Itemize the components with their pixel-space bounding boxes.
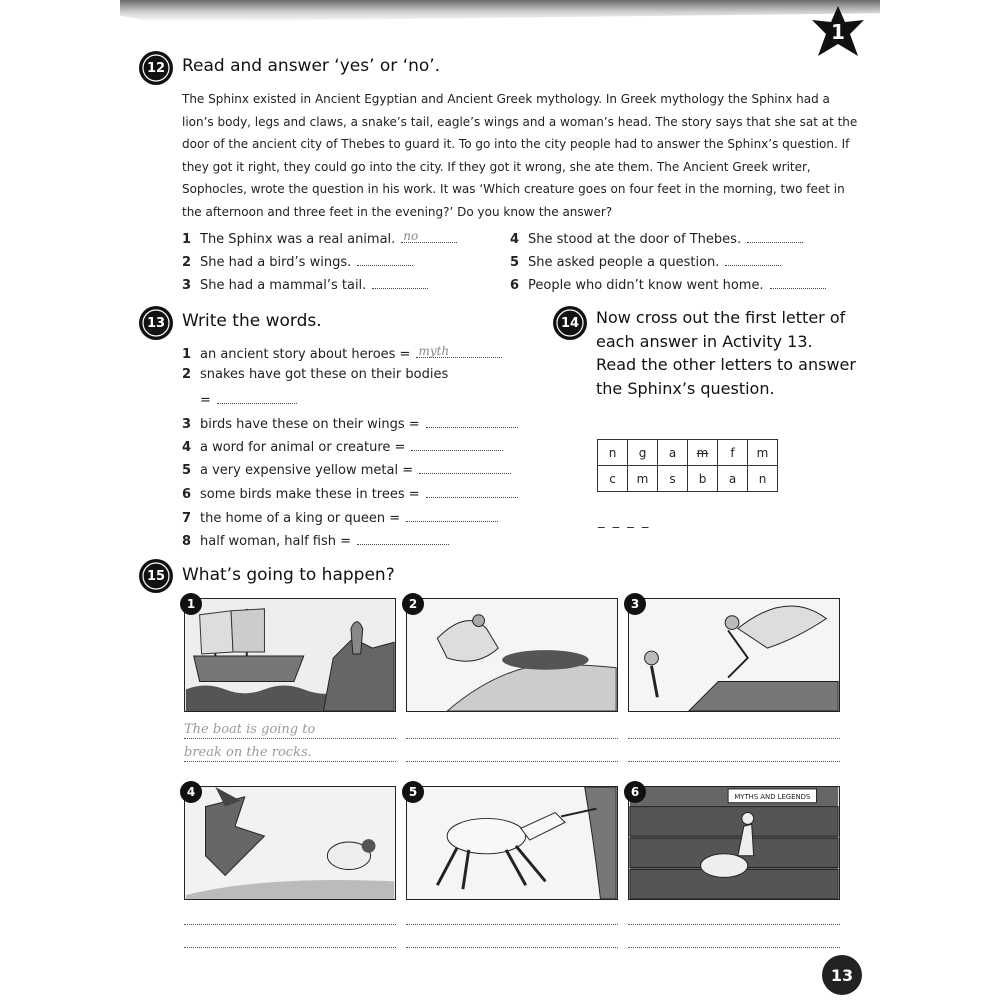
answer-blank[interactable] <box>747 229 803 243</box>
answer-blank[interactable] <box>357 531 449 545</box>
example-answer-line-2: break on the rocks. <box>184 745 312 760</box>
a12-question-2 <box>182 252 413 270</box>
picture-panel-3 <box>628 598 840 712</box>
dragon-and-sheep-illustration <box>185 787 395 899</box>
letter-cell[interactable]: m <box>628 466 658 492</box>
unit-badge <box>808 4 868 60</box>
a12-question-6 <box>510 275 826 293</box>
answer-blank[interactable] <box>217 390 297 404</box>
letter-cell[interactable]: s <box>658 466 688 492</box>
panel-1-number: 1 <box>180 593 202 615</box>
item-text: an ancient story about heroes = <box>200 347 411 362</box>
answer-line[interactable] <box>628 727 840 739</box>
item-number: 7 <box>182 511 192 526</box>
activity-14-title: Now cross out the first letter of each answer in Activity 13. Read the other letters to answer the Sphinx’s question. <box>596 308 856 398</box>
letter-cell[interactable]: a <box>718 466 748 492</box>
item-number: 2 <box>182 367 192 382</box>
question-number: 3 <box>182 278 192 293</box>
question-text: She asked people a question. <box>528 255 720 270</box>
activity-13-badge <box>136 303 176 343</box>
question-number: 6 <box>510 278 520 293</box>
unit-number: 1 <box>831 20 845 44</box>
question-text: The Sphinx was a real animal. <box>200 232 396 247</box>
letter-cell[interactable]: g <box>628 440 658 466</box>
answer-line[interactable] <box>406 913 618 925</box>
example-answer-line-1: The boat is going to <box>184 722 316 737</box>
question-text: She had a mammal’s tail. <box>200 278 367 293</box>
picture-panel-6 <box>628 786 840 900</box>
letter-cell[interactable]: m <box>748 440 778 466</box>
a13-item-2-line2 <box>200 390 297 408</box>
a13-item-6 <box>182 484 518 502</box>
activity-13-title: Write the words. <box>182 311 322 331</box>
picture-panel-5 <box>406 786 618 900</box>
activity-15-badge <box>136 556 176 596</box>
item-number: 6 <box>182 487 192 502</box>
a12-question-3 <box>182 275 428 293</box>
a13-item-2 <box>182 367 448 382</box>
panel-6-number: 6 <box>624 781 646 803</box>
header-banner <box>120 0 880 22</box>
question-text: She stood at the door of Thebes. <box>528 232 742 247</box>
answer-blank[interactable] <box>426 414 518 428</box>
picture-panel-2 <box>406 598 618 712</box>
item-number: 4 <box>182 440 192 455</box>
answer-text: no <box>403 229 419 243</box>
picture-panel-1 <box>184 598 396 712</box>
answer-blank[interactable] <box>725 252 781 266</box>
activity-14-badge <box>550 303 590 343</box>
item-number: 5 <box>182 463 192 478</box>
item-number: 8 <box>182 534 192 549</box>
letter-grid-row-2 <box>598 466 778 492</box>
letter-cell[interactable]: a <box>658 440 688 466</box>
bird-and-nest-illustration <box>407 599 617 711</box>
answer-blank[interactable] <box>426 484 518 498</box>
answer-blank[interactable] <box>401 229 457 243</box>
answer-line[interactable] <box>406 936 618 948</box>
library-centaur-illustration <box>629 787 839 899</box>
question-number: 5 <box>510 255 520 270</box>
answer-line[interactable] <box>406 727 618 739</box>
a13-item-8 <box>182 531 449 549</box>
answer-text: myth <box>418 344 450 358</box>
question-number: 1 <box>182 232 192 247</box>
ship-on-rocks-illustration <box>185 599 395 711</box>
sphinx-paragraph: The Sphinx existed in Ancient Egyptian and Ancient Greek mythology. In Greek mythology the Sphinx had a lion’s body, legs and claws, a snake’s tail, eagle’s wings and a woman’s head. The story says that she sat at the door of the ancient city of Thebes to guard it. To go into the city people had to answer the Sphinx’s question. If they got it right, they could go into the city. If they got it wrong, she ate them. The Ancient Greek writer, Sophocles, wrote the question in his work. It was ‘Which creature goes on four feet in the morning, two feet in the afternoon and three feet in the evening?’ Do you know the answer? <box>182 92 858 219</box>
letter-grid <box>597 439 778 492</box>
a13-item-1 <box>182 344 502 362</box>
star-icon <box>808 4 868 60</box>
item-text: snakes have got these on their bodies <box>200 367 449 382</box>
panel-2-number: 2 <box>402 593 424 615</box>
a12-question-4 <box>510 229 803 247</box>
item-number: 3 <box>182 417 192 432</box>
answer-line[interactable] <box>184 913 396 925</box>
letter-cell[interactable]: n <box>748 466 778 492</box>
letter-cell[interactable]: f <box>718 440 748 466</box>
answer-blank[interactable] <box>411 437 503 451</box>
question-text: People who didn’t know went home. <box>528 278 764 293</box>
answer-blank[interactable] <box>406 508 498 522</box>
panel-4-number: 4 <box>180 781 202 803</box>
page-number: 13 <box>822 955 862 995</box>
question-text: She had a bird’s wings. <box>200 255 352 270</box>
unicorn-and-tree-illustration <box>407 787 617 899</box>
item-text: half woman, half fish = <box>200 534 351 549</box>
a12-question-5 <box>510 252 781 270</box>
item-number: 1 <box>182 347 192 362</box>
answer-blank[interactable] <box>770 275 826 289</box>
picture-panel-4 <box>184 786 396 900</box>
activity-15-title: What’s going to happen? <box>182 565 395 585</box>
activity-13-number: 13 <box>146 315 166 331</box>
item-text: some birds make these in trees = <box>200 487 420 502</box>
letter-cell[interactable]: c <box>598 466 628 492</box>
answer-blank[interactable] <box>372 275 428 289</box>
letter-cell[interactable]: b <box>688 466 718 492</box>
panel-5-number: 5 <box>402 781 424 803</box>
answer-blank[interactable] <box>416 344 502 358</box>
letter-grid-row-1 <box>598 440 778 466</box>
library-sign: MYTHS AND LEGENDS <box>734 792 811 801</box>
question-number: 4 <box>510 232 520 247</box>
item-text: a word for animal or creature = <box>200 440 406 455</box>
panel-3-number: 3 <box>624 593 646 615</box>
item-text: = <box>200 393 211 408</box>
a13-item-7 <box>182 508 498 526</box>
answer-line[interactable] <box>184 936 396 948</box>
item-text: birds have these on their wings = <box>200 417 420 432</box>
answer-line[interactable] <box>628 913 840 925</box>
item-text: a very expensive yellow metal = <box>200 463 414 478</box>
answer-line[interactable] <box>628 750 840 762</box>
activity-14-number: 14 <box>560 315 580 331</box>
a13-item-3 <box>182 414 518 432</box>
a13-item-4 <box>182 437 503 455</box>
activity-12-badge <box>136 48 176 88</box>
activity-12-title: Read and answer ‘yes’ or ‘no’. <box>182 56 441 76</box>
question-number: 2 <box>182 255 192 270</box>
answer-blank[interactable] <box>357 252 413 266</box>
activity-12-number: 12 <box>146 60 166 76</box>
activity-15-number: 15 <box>146 568 166 584</box>
winged-figure-illustration <box>629 599 839 711</box>
answer-line[interactable] <box>406 750 618 762</box>
letter-cell-crossed[interactable]: m <box>688 440 718 466</box>
answer-blank[interactable] <box>419 460 511 474</box>
a13-item-5 <box>182 460 511 478</box>
sphinx-answer-lines[interactable]: _ _ _ _ <box>598 514 651 529</box>
item-text: the home of a king or queen = <box>200 511 401 526</box>
a12-question-1 <box>182 229 457 247</box>
letter-cell[interactable]: n <box>598 440 628 466</box>
answer-line[interactable] <box>628 936 840 948</box>
